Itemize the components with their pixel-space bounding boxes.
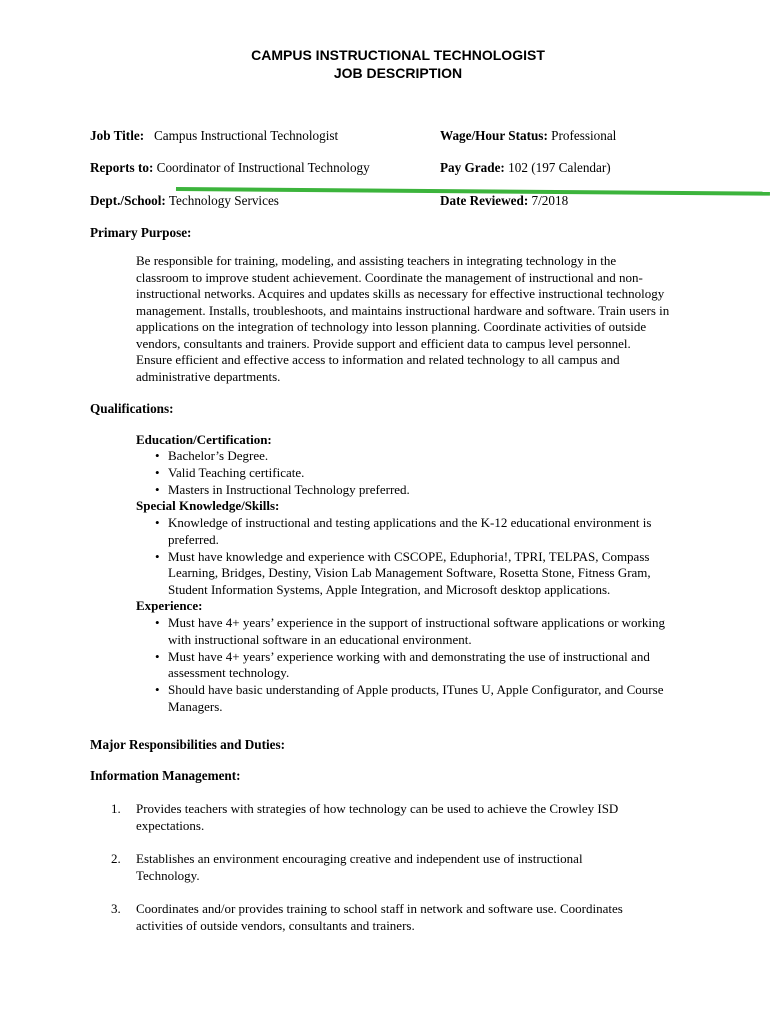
list-item: • Knowledge of instructional and testing applications and the K-12 educational environment is preferred. (155, 515, 715, 549)
list-item: • Must have 4+ years’ experience in the support of instructional software applications or working with instructional software in an educational environment. (155, 615, 715, 649)
responsibilities-heading: Major Responsibilities and Duties: (90, 737, 286, 752)
dept-school-field (90, 193, 279, 209)
paragraph-line: applications on the integration of technology into lesson planning. Coordinate activities of outside (136, 319, 647, 334)
reports-to-field (90, 160, 370, 176)
responsibility-item: Coordinates and/or provides training to school staff in network and software use. Coordinates activities of outside vendors, consultants and trainers. (136, 901, 623, 933)
pay-grade-field (440, 160, 611, 176)
item-number: 1. (111, 801, 121, 816)
dept-school-label: Dept./School: (90, 193, 166, 208)
date-reviewed-label: Date Reviewed: (440, 193, 529, 208)
job-title-label: Job Title: (90, 128, 145, 143)
education-list (155, 448, 715, 498)
pay-grade-value: 102 (197 Calendar) (508, 160, 611, 175)
date-reviewed-field (440, 193, 568, 209)
experience-heading: Experience: (136, 598, 203, 613)
paragraph-line: Be responsible for training, modeling, and assisting teachers in integrating technology in the (136, 253, 617, 268)
document-title: CAMPUS INSTRUCTIONAL TECHNOLOGIST (251, 47, 545, 63)
list-item: • Must have 4+ years’ experience working with and demonstrating the use of instructional and assessment technology. (155, 649, 715, 683)
list-item: • Valid Teaching certificate. (155, 465, 715, 482)
wage-status-label: Wage/Hour Status: (440, 128, 548, 143)
reports-to-label: Reports to: (90, 160, 154, 175)
date-reviewed-value: 7/2018 (531, 193, 569, 208)
list-item: • Bachelor’s Degree. (155, 448, 715, 465)
primary-purpose-heading: Primary Purpose: (90, 225, 192, 240)
information-management-heading: Information Management: (90, 768, 241, 783)
wage-status-field (440, 128, 616, 144)
wage-status-value: Professional (551, 128, 617, 143)
pay-grade-label: Pay Grade: (440, 160, 505, 175)
paragraph-line: vendors, consultants and trainers. Provide support and efficient data to campus level personnel. (136, 335, 631, 351)
paragraph-line: Ensure efficient and effective access to information and related technology to all campus and (136, 352, 620, 367)
document-subtitle: JOB DESCRIPTION (333, 65, 463, 81)
primary-purpose-paragraph (136, 253, 711, 385)
paragraph-line: classroom to improve student achievement. Coordinate the management of instructional and non- (136, 269, 643, 285)
list-item: • Masters in Instructional Technology preferred. (155, 482, 715, 499)
education-heading: Education/Certification: (136, 432, 272, 447)
paragraph-line: instructional networks. Acquires and updates skills as necessary for effective instructional technology (136, 286, 665, 301)
responsibility-item: Establishes an environment encouraging creative and independent use of instructional Technology. (136, 851, 583, 883)
skills-list (155, 515, 715, 599)
job-title-value: Campus Instructional Technologist (154, 128, 339, 143)
item-number: 3. (111, 901, 121, 916)
skills-heading: Special Knowledge/Skills: (136, 498, 280, 513)
paragraph-line: administrative departments. (136, 368, 281, 384)
item-number: 2. (111, 851, 121, 866)
responsibility-item: Provides teachers with strategies of how technology can be used to achieve the Crowley ISD expectations. (136, 801, 619, 833)
qualifications-heading: Qualifications: (90, 401, 174, 416)
experience-list (155, 615, 715, 716)
paragraph-line: management. Installs, troubleshoots, and maintains instructional hardware and software. Train users in (136, 302, 670, 318)
job-title-field (90, 128, 338, 144)
list-item: • Should have basic understanding of Apple products, ITunes U, Apple Configurator, and Course Managers. (155, 682, 715, 716)
reports-to-value: Coordinator of Instructional Technology (156, 160, 370, 175)
list-item: • Must have knowledge and experience with CSCOPE, Eduphoria!, TPRI, TELPAS, Compass Learning, Bridges, Destiny, Vision Lab Management Software, Rosetta Stone, Fitness Gram, Student Information Systems, Apple Integration, and Microsoft desktop applications. (155, 549, 715, 599)
dept-school-value: Technology Services (168, 193, 279, 208)
